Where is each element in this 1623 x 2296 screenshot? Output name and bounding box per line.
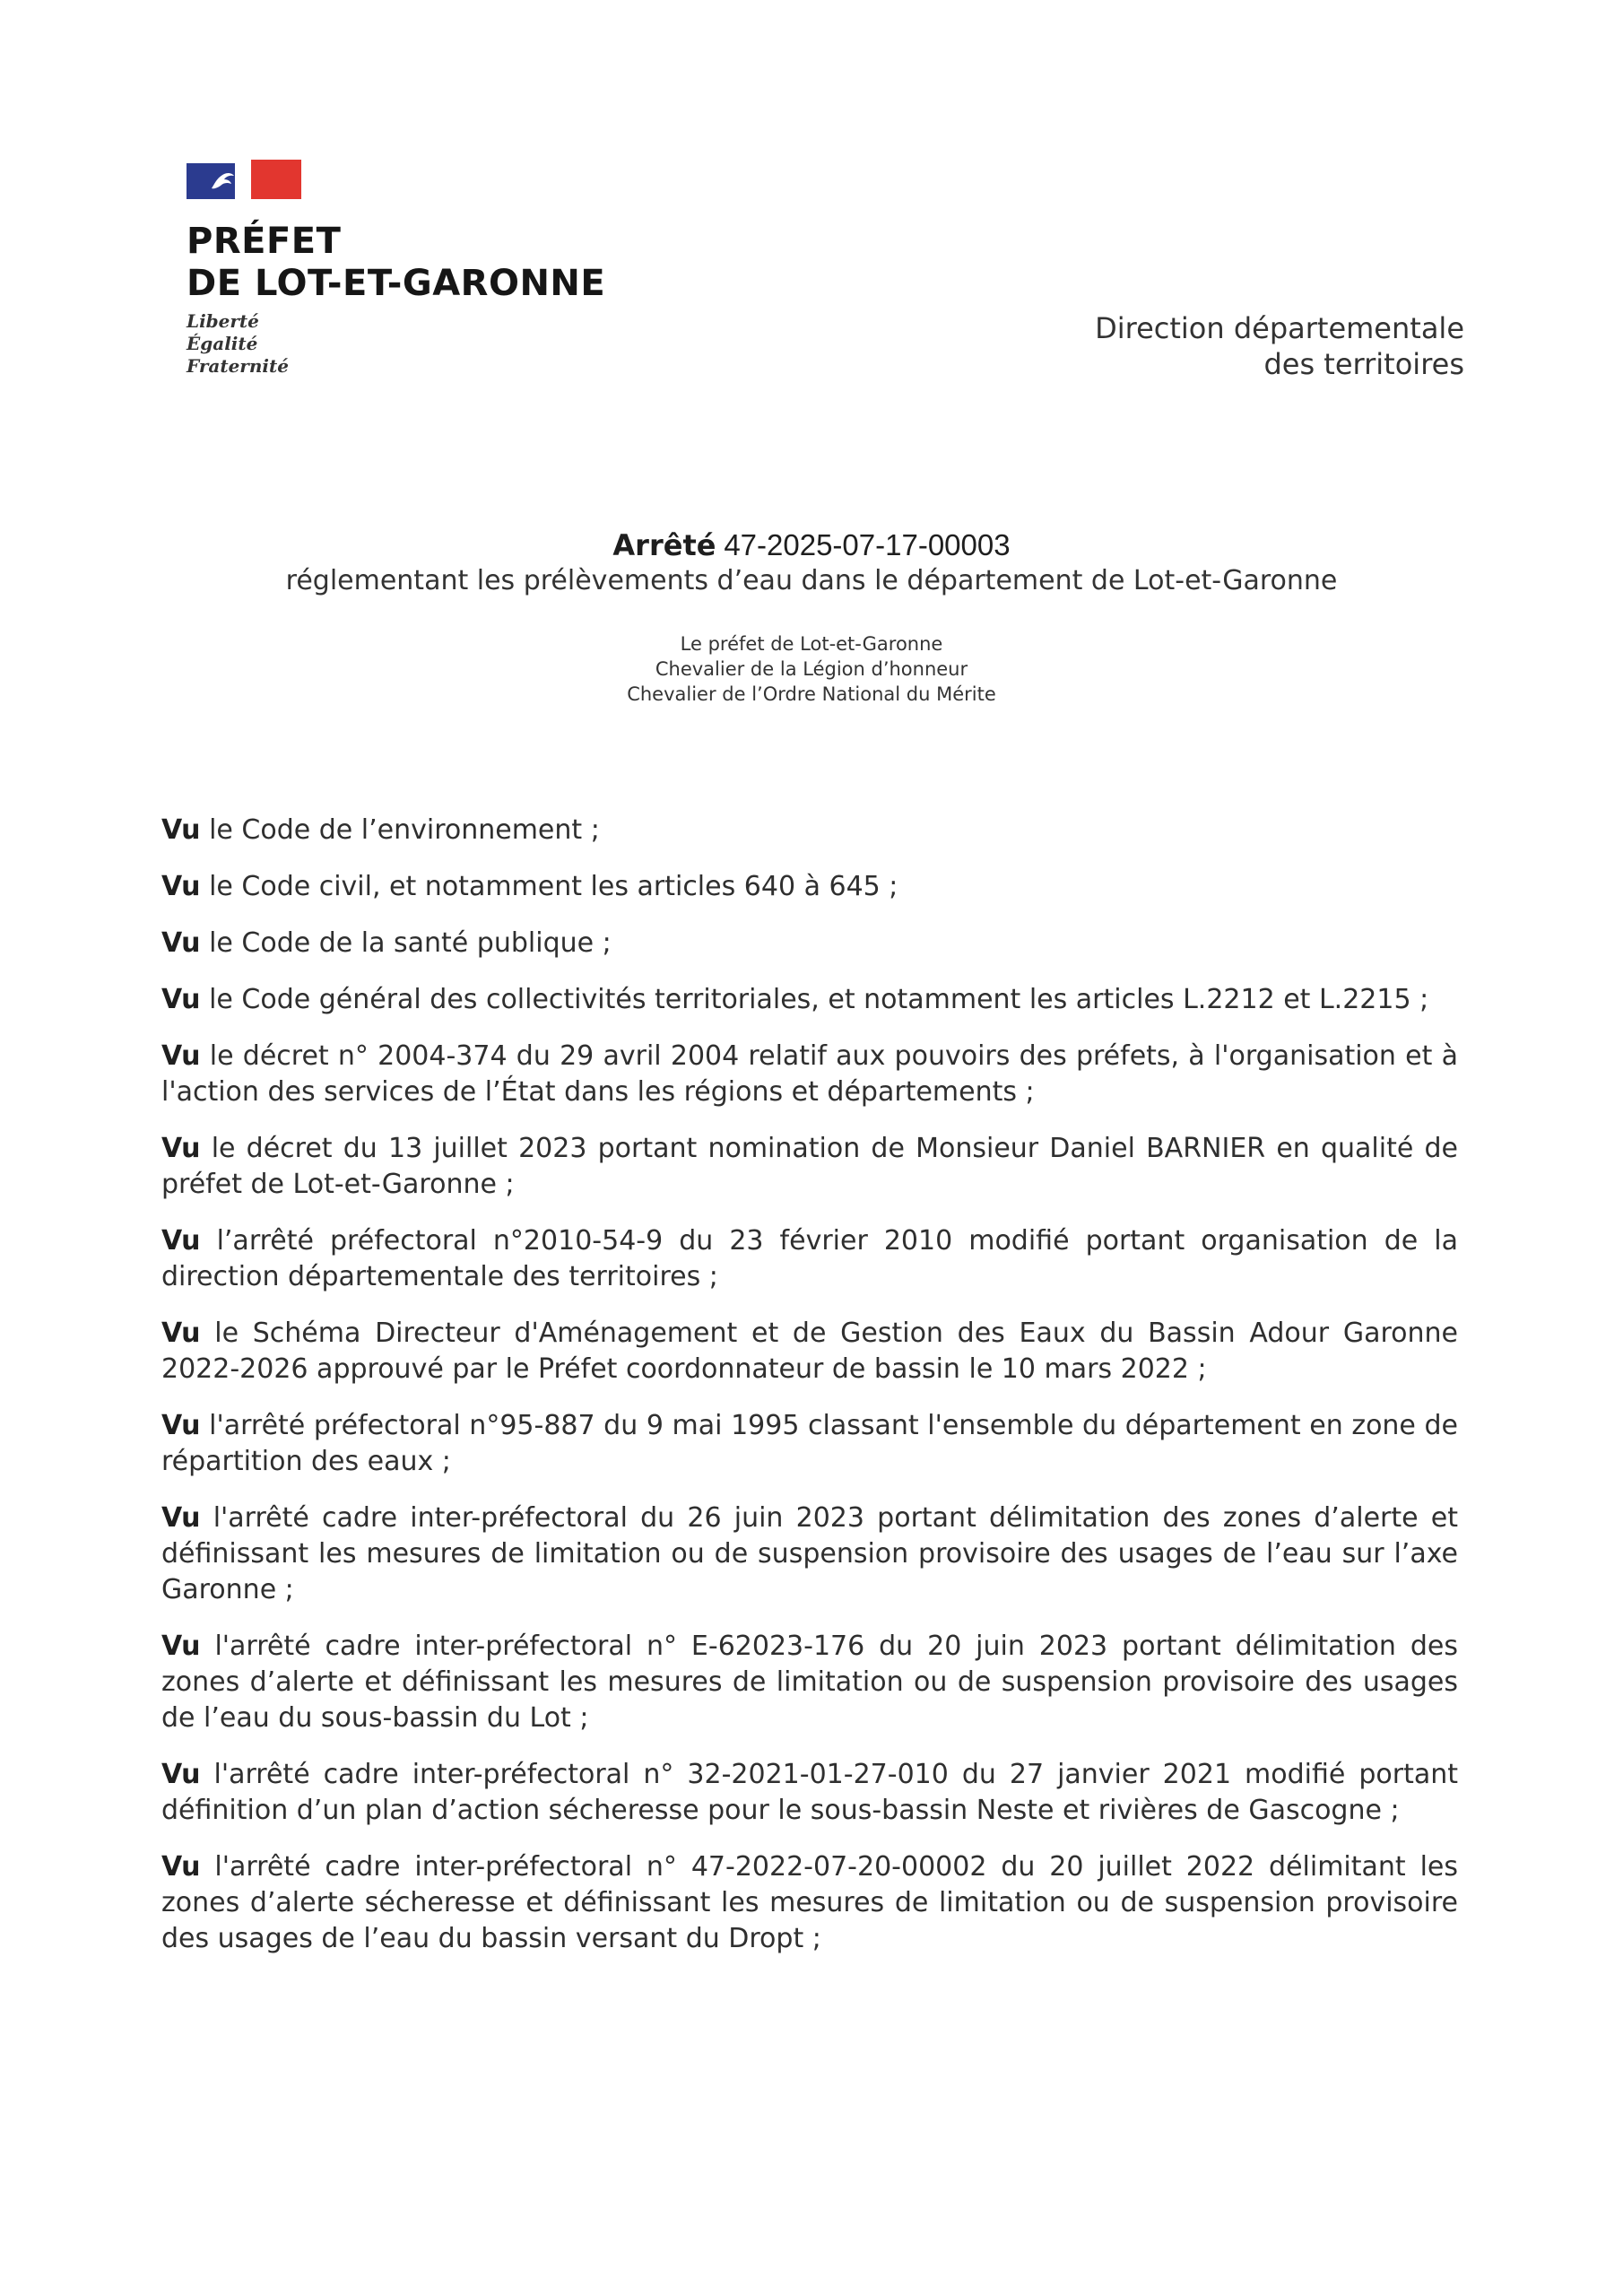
- prefet-title: [187, 221, 605, 305]
- vu-keyword: Vu: [161, 1631, 201, 1662]
- vu-keyword: Vu: [161, 1133, 201, 1164]
- list-item: [161, 926, 1458, 961]
- vu-keyword: Vu: [161, 871, 201, 902]
- issuing-service-line1: Direction départementale: [1095, 311, 1464, 345]
- republic-flag-icon: [187, 160, 294, 201]
- vu-text: l'arrêté préfectoral n°95-887 du 9 mai 1995 classant l'ensemble du département en zone de répartition des eaux ;: [161, 1410, 1458, 1477]
- vu-keyword: Vu: [161, 1040, 201, 1072]
- motto-egalite: Égalité: [187, 333, 258, 354]
- vu-keyword: Vu: [161, 927, 201, 959]
- vu-keyword: Vu: [161, 1318, 201, 1349]
- motto-fraternite: Fraternité: [187, 355, 289, 377]
- issuing-service: [1095, 310, 1464, 382]
- issuing-service-line2: des territoires: [1263, 347, 1464, 381]
- vu-text: le Code de la santé publique ;: [209, 927, 612, 959]
- motto-liberte: Liberté: [187, 310, 259, 332]
- vu-text: l'arrêté cadre inter-préfectoral n° 32-2021-01-27-010 du 27 janvier 2021 modifié portant définition d’un plan d’action sécheresse pour le sous-bassin Neste et rivières de Gascogne ;: [161, 1759, 1458, 1826]
- vu-keyword: Vu: [161, 1410, 201, 1441]
- list-item: [161, 1757, 1458, 1829]
- vu-keyword: Vu: [161, 814, 201, 846]
- vu-keyword: Vu: [161, 1851, 201, 1883]
- vu-text: l’arrêté préfectoral n°2010-54-9 du 23 février 2010 modifié portant organisation de la direction départementale des territoires ;: [161, 1225, 1458, 1292]
- vu-text: le Code civil, et notamment les articles 640 à 645 ;: [209, 871, 898, 902]
- list-item: [161, 982, 1458, 1018]
- republic-motto: [187, 310, 605, 378]
- document-subtitle: réglementant les prélèvements d’eau dans le département de Lot-et-Garonne: [285, 565, 1338, 596]
- list-item: [161, 1316, 1458, 1387]
- list-item: [161, 813, 1458, 848]
- vu-text: l'arrêté cadre inter-préfectoral n° 47-2022-07-20-00002 du 20 juillet 2022 délimitant les zones d’alerte sécheresse et définissant les mesures de limitation ou de suspension provisoire des usages de l’eau du bassin versant du Dropt ;: [161, 1851, 1458, 1954]
- list-item: [161, 1849, 1458, 1957]
- authority-line-2: Chevalier de la Légion d’honneur: [655, 658, 968, 680]
- list-item: [161, 1408, 1458, 1480]
- prefet-title-line2: DE LOT-ET-GARONNE: [187, 263, 606, 304]
- authority-line-1: Le préfet de Lot-et-Garonne: [680, 633, 943, 655]
- vu-keyword: Vu: [161, 1225, 201, 1257]
- vu-text: le décret du 13 juillet 2023 portant nomination de Monsieur Daniel BARNIER en qualité de préfet de Lot-et-Garonne ;: [161, 1133, 1458, 1200]
- authority-line-3: Chevalier de l’Ordre National du Mérite: [627, 683, 996, 705]
- vu-text: le décret n° 2004-374 du 29 avril 2004 relatif aux pouvoirs des préfets, à l'organisation et à l'action des services de l’État dans les régions et départements ;: [161, 1040, 1458, 1108]
- prefet-title-line1: PRÉFET: [187, 221, 342, 262]
- vu-text: le Schéma Directeur d'Aménagement et de Gestion des Eaux du Bassin Adour Garonne 2022-2026 approuvé par le Préfet coordonnateur de bassin le 10 mars 2022 ;: [161, 1318, 1458, 1385]
- document-title: [0, 527, 1623, 563]
- vu-text: le Code général des collectivités territoriales, et notamment les articles L.2212 et L.2215 ;: [209, 984, 1429, 1015]
- list-item: [161, 1039, 1458, 1110]
- list-item: [161, 1500, 1458, 1608]
- vu-keyword: Vu: [161, 1502, 201, 1534]
- arrete-number: 47-2025-07-17-00003: [724, 528, 1011, 561]
- marianne-icon: [208, 170, 235, 190]
- list-item: [161, 869, 1458, 905]
- considerants-list: [161, 813, 1458, 1978]
- list-item: [161, 1629, 1458, 1736]
- vu-text: le Code de l’environnement ;: [209, 814, 600, 846]
- title-keyword: Arrêté: [612, 528, 716, 562]
- vu-keyword: Vu: [161, 1759, 201, 1790]
- authority-block: [0, 631, 1623, 707]
- vu-text: l'arrêté cadre inter-préfectoral n° E-62023-176 du 20 juin 2023 portant délimitation des zones d’alerte et définissant les mesures de limitation ou de suspension provisoire des usages de l’eau du sous-bassin du Lot ;: [161, 1631, 1458, 1734]
- list-item: [161, 1223, 1458, 1295]
- prefecture-logo: [187, 160, 605, 378]
- vu-keyword: Vu: [161, 984, 201, 1015]
- vu-text: l'arrêté cadre inter-préfectoral du 26 juin 2023 portant délimitation des zones d’alerte et définissant les mesures de limitation ou de suspension provisoire des usages de l’eau sur l’axe Garonne ;: [161, 1502, 1458, 1605]
- list-item: [161, 1131, 1458, 1203]
- flag-red-panel: [251, 160, 301, 199]
